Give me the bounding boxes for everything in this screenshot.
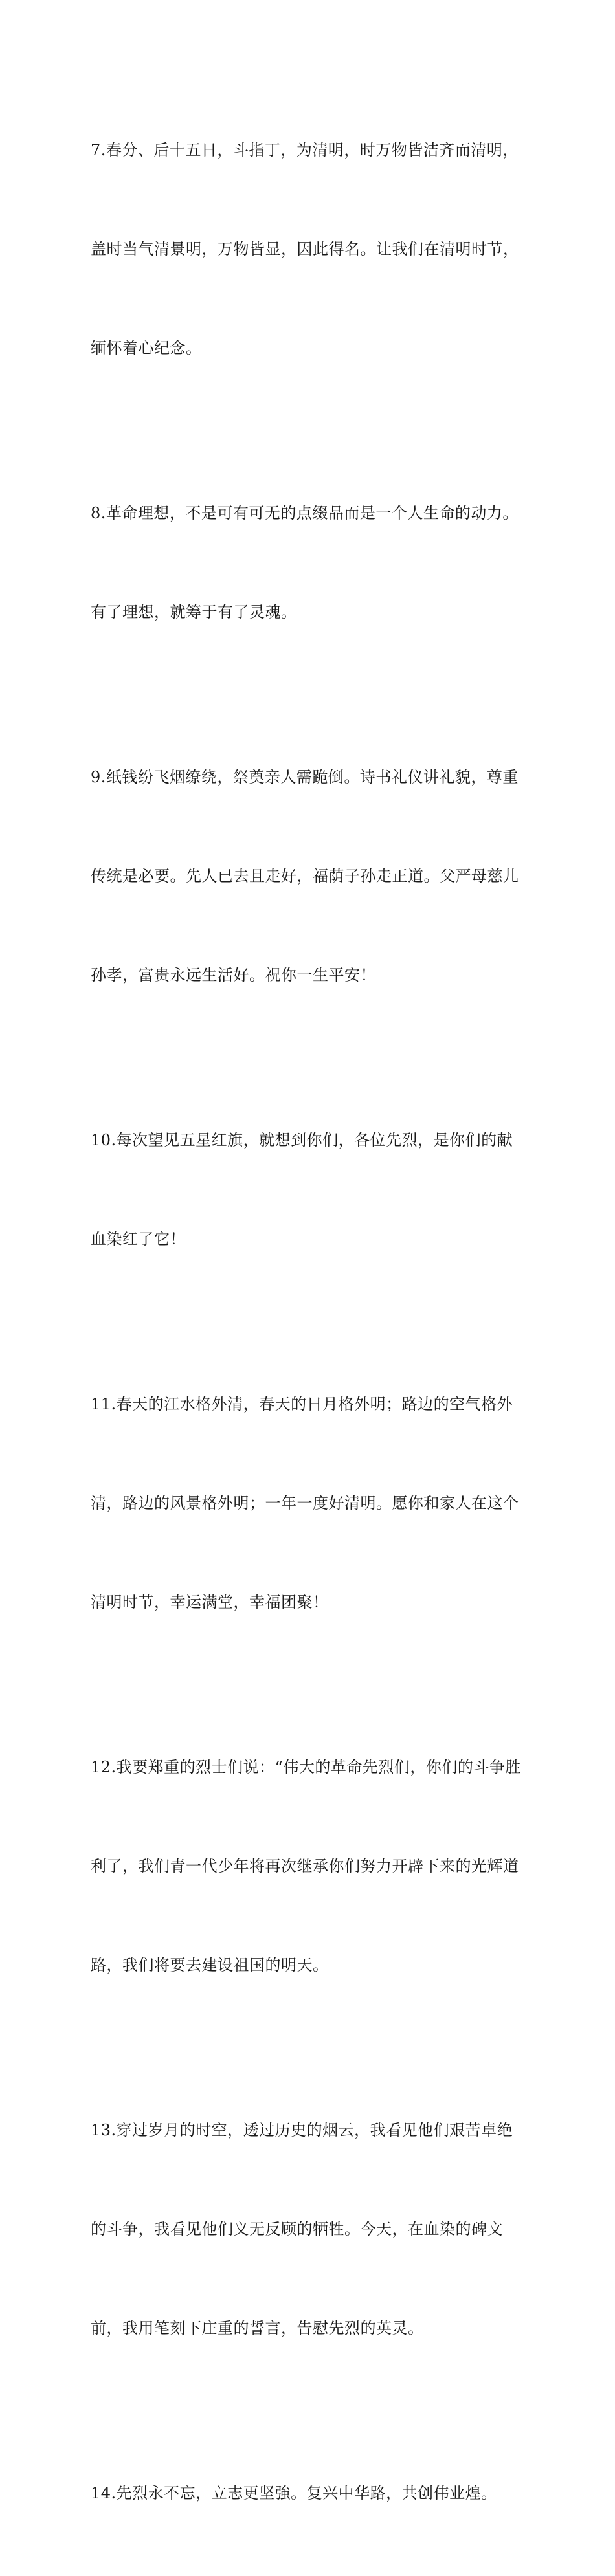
paragraph-10 xyxy=(91,1058,528,1322)
paragraph-14 xyxy=(91,2411,528,2576)
text-line: 前，我用笔刻下庄重的誓言，告慰先烈的英灵。 xyxy=(91,2319,424,2337)
text-line: 盖时当气清景明，万物皆显，因此得名。让我们在清明时节， xyxy=(91,240,519,258)
text-line: 清明时节，幸运满堂，幸福团聚！ xyxy=(91,1593,329,1611)
text-line: 缅怀着心纪念。 xyxy=(91,339,202,357)
text-line: 血染红了它！ xyxy=(91,1230,186,1248)
text-line: 路，我们将要去建设祖国的明天。 xyxy=(91,1956,329,1974)
paragraph-11 xyxy=(91,1322,528,1685)
paragraph-8 xyxy=(91,431,528,695)
text-line: 9.纸钱纷飞烟缭绕，祭奠亲人需跪倒。诗书礼仪讲礼貌，尊重 xyxy=(91,768,519,786)
paragraph-12 xyxy=(91,1685,528,2048)
text-line: 7.春分、后十五日，斗指丁，为清明，时万物皆洁齐而清明， xyxy=(91,141,519,159)
text-line: 利了，我们青一代少年将再次继承你们努力开辟下来的光辉道 xyxy=(91,1857,519,1875)
text-line: 14.先烈永不忘，立志更坚強。复兴中华路，共创伟业煌。 xyxy=(91,2484,497,2502)
text-line: 有了理想，就筹于有了灵魂。 xyxy=(91,603,297,621)
paragraph-9 xyxy=(91,695,528,1058)
text-line: 的斗争，我看见他们义无反顾的牺牲。今天，在血染的碑文 xyxy=(91,2220,503,2238)
text-line: 12.我要郑重的烈士们说：“伟大的革命先烈们，你们的斗争胜 xyxy=(91,1758,521,1776)
text-line: 清，路边的风景格外明；一年一度好清明。愿你和家人在这个 xyxy=(91,1494,519,1512)
text-line: 10.每次望见五星红旗，就想到你们，各位先烈，是你们的献 xyxy=(91,1131,513,1149)
text-line: 孙孝，富贵永远生活好。祝你一生平安！ xyxy=(91,966,376,984)
text-line: 11.春天的江水格外清，春天的日月格外明；路边的空气格外 xyxy=(91,1395,513,1413)
paragraph-13 xyxy=(91,2048,528,2411)
text-line: 13.穿过岁月的时空，透过历史的烟云，我看见他们艰苦卓绝 xyxy=(91,2121,513,2139)
text-line: 传统是必要。先人已去且走好，福荫子孙走正道。父严母慈儿 xyxy=(91,867,519,885)
paragraph-7 xyxy=(91,68,528,431)
document-body xyxy=(91,68,528,2576)
text-line: 8.革命理想，不是可有可无的点缀品而是一个人生命的动力。 xyxy=(91,504,519,522)
